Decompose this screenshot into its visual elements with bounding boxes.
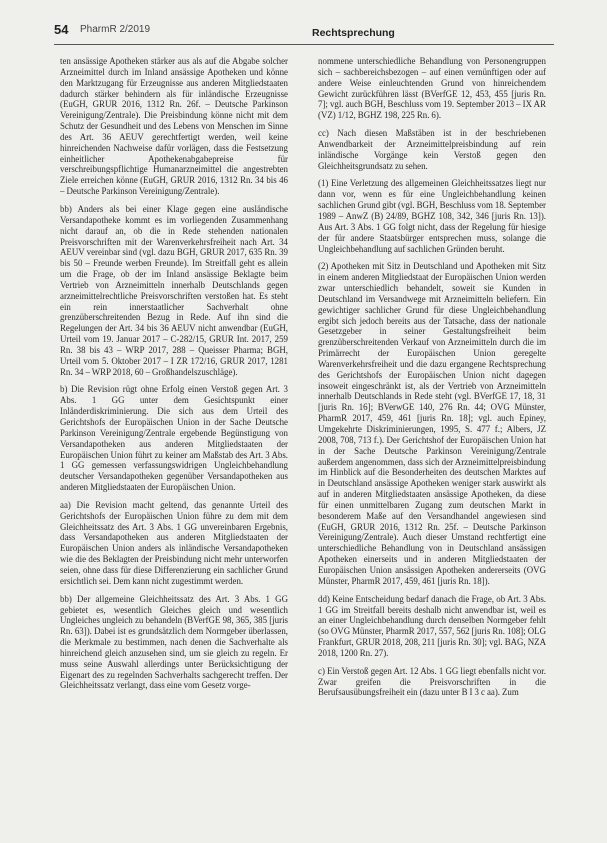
paragraph: nommene unterschiedliche Behandlung von Personengruppen sich – sachbereichsbezogen – auf einen vernünftigen oder auf andere Weise einleuchtenden Grund von hinreichendem Gewicht zurückführen lässt (BVerfGE 12, 453, 455 [juris Rn. 7]; vgl. auch BGH, Beschluss vom 19. September 2013 – IX AR (VZ) 1/12, BGHZ 198, 225 Rn. 6).	[318, 56, 546, 121]
paragraph: b) Die Revision rügt ohne Erfolg einen Verstoß gegen Art. 3 Abs. 1 GG unter dem Gesichtspunkt einer Inländerdiskriminierung. Die sich aus dem Urteil des Gerichtshofs der Europäischen Union in der Sache Deutsche Parkinson Vereinigung/Zentrale ergebende Begünstigung von Versandapotheken aus anderen Mitgliedstaaten der Europäischen Union führt zu keiner am Maßstab des Art. 3 Abs. 1 GG gemessen verfassungswidrigen Ungleichbehandlung deutscher Versandapotheken gegenüber Versandapotheken aus anderen Mitgliedstaaten der Europäischen Union.	[60, 384, 288, 493]
paragraph: (1) Eine Verletzung des allgemeinen Gleichheitssatzes liegt nur dann vor, wenn es für eine Ungleichbehandlung keinen sachlichen Grund gibt (vgl. BGH, Beschluss vom 18. September 1989 – AnwZ (B) 24/89, BGHZ 108, 342, 346 [juris Rn. 13]). Aus Art. 3 Abs. 1 GG folgt nicht, dass der Regelung für hiesige der für andere Staatsbürger entsprechen muss, solange die Ungleichbehandlung auf sachlichen Gründen beruht.	[318, 178, 546, 254]
right-column	[318, 56, 546, 836]
paragraph: (2) Apotheken mit Sitz in Deutschland und Apotheken mit Sitz in einem anderen Mitgliedstaat der Europäischen Union werden zwar unterschiedlich behandelt, soweit sie Kunden in Deutschland im Versandwege mit Arzneimitteln beliefern. Ein gewichtiger sachlicher Grund für diese Ungleichbehandlung ergibt sich jedoch bereits aus der Tatsache, dass der nationale Gesetzgeber in seiner Gestaltungsfreiheit beim grenzüberschreitenden Verkauf von Arzneimitteln durch die im Primärrecht der Europäischen Union geregelte Warenverkehrsfreiheit und die dazu ergangene Rechtsprechung des Gerichtshofs der Europäischen Union nicht dagegen insoweit eingeschränkt ist, als der Vertrieb von Arzneimitteln innerhalb Deutschlands in Rede steht (vgl. BVerfGE 17, 18, 31 [juris Rn. 16]; BVerwGE 140, 276 Rn. 44; OVG Münster, PharmR 2017, 459, 461 [juris Rn. 18]; vgl. auch Epiney, Umgekehrte Diskriminierungen, 1995, S. 477 f.; Albers, JZ 2008, 708, 713 f.). Der Gerichtshof der Europäischen Union hat in der Sache Deutsche Parkinson Vereinigung/Zentrale außerdem angenommen, dass sich der Arzneimittelpreisbindung im Hinblick auf die Besonderheiten des deutschen Marktes auf in Deutschland ansässige Apotheken weniger stark auswirkt als auf in anderen Mitgliedstaaten ansässige Apotheken, da diese für einen unmittelbaren Zugang zum deutschen Markt in besonderem Maße auf den Versandhandel angewiesen sind (EuGH, GRUR 2016, 1312 Rn. 25f. – Deutsche Parkinson Vereinigung/Zentrale). Auch dieser Umstand rechtfertigt eine unterschiedliche Behandlung von in Deutschland ansässigen Apotheken einerseits und in anderen Mitgliedstaaten der Europäischen Union ansässigen Apotheken andererseits (OVG Münster, PharmR 2017, 459, 461 [juris Rn. 18]).	[318, 261, 546, 586]
journal-issue: PharmR 2/2019	[80, 24, 151, 35]
paragraph: cc) Nach diesen Maßstäben ist in der beschriebenen Anwendbarkeit der Arzneimittelpreisbindung auf rein inländische Vorgänge kein Verstoß gegen den Gleichheitsgrundsatz zu sehen.	[318, 128, 546, 171]
paragraph: aa) Die Revision macht geltend, das genannte Urteil des Gerichtshofs der Europäischen Union führe zu dem mit dem Gleichheitssatz des Art. 3 Abs. 1 GG unvereinbaren Ergebnis, dass Versandapotheken aus anderen Mitgliedstaaten der Europäischen Union anders als inländische Versandapotheken wie die des Beklagten der Preisbindung nicht mehr unterworfen seien, ohne dass für diese Differenzierung ein sachlicher Grund ersichtlich sei. Dem kann nicht zugestimmt werden.	[60, 499, 288, 586]
page-number: 54	[54, 22, 69, 37]
paragraph: dd) Keine Entscheidung bedarf danach die Frage, ob Art. 3 Abs. 1 GG im Streitfall bereits deshalb nicht anwendbar ist, weil es an einer Ungleichbehandlung durch denselben Normgeber fehlt (so OVG Münster, PharmR 2017, 557, 562 [juris Rn. 108]; OLG Frankfurt, GRUR 2018, 208, 211 [juris Rn. 30]; vgl. BAG, NZA 2018, 1200 Rn. 27).	[318, 593, 546, 658]
paragraph: c) Ein Verstoß gegen Art. 12 Abs. 1 GG liegt ebenfalls nicht vor. Zwar greifen die Preisvorschriften in die Berufsausübungsfreiheit ein (dazu unter B I 3 c aa). Zum	[318, 665, 546, 698]
paragraph: bb) Anders als bei einer Klage gegen eine ausländische Versandapotheke kommt es im vorliegenden Zusammenhang nicht darauf an, ob die in Rede stehenden nationalen Preisvorschriften mit der Warenverkehrsfreiheit nach Art. 34 AEUV vereinbar sind (vgl. dazu BGH, GRUR 2017, 635 Rn. 39 bis 50 – Freunde werben Freunde). Im Streitfall geht es allein um die Frage, ob der im Inland ansässige Beklagte beim Vertrieb von Arzneimitteln innerhalb Deutschlands gegen arzneimittelrechtliche Preisvorschriften verstoßen hat. Es steht ein rein innerstaatlicher Sachverhalt ohne grenzüberschreitenden Bezug in Rede. Auf ihn sind die Regelungen der Art. 34 bis 36 AEUV nicht anwendbar (EuGH, Urteil vom 19. Januar 2017 – C-282/15, GRUR Int. 2017, 259 Rn. 38 bis 43 – WRP 2017, 288 – Queisser Pharma; BGH, Urteil vom 5. Oktober 2017 – I ZR 172/16, GRUR 2017, 1281 Rn. 34 – WRP 2018, 60 – Großhandelszuschläge).	[60, 203, 288, 377]
paragraph: ten ansässige Apotheken stärker aus als auf die Abgabe solcher Arzneimittel durch im Inland ansässige Apotheken und könne den Marktzugang für Erzeugnisse aus anderen Mitgliedstaaten dadurch stärker behindern als für inländische Erzeugnisse (EuGH, GRUR 2016, 1312 Rn. 26f. – Deutsche Parkinson Vereinigung/Zentrale). Die Preisbindung könne nicht mit dem Schutz der Gesundheit und des Lebens von Menschen im Sinne des Art. 36 AEUV gerechtfertigt werden, weil keine hinreichenden Nachweise dafür vorlägen, dass die Festsetzung einheitlicher Apothekenabgabepreise für verschreibungspflichtige Humanarzneimittel die angestrebten Ziele erreichen könne (EuGH, GRUR 2016, 1312 Rn. 34 bis 46 – Deutsche Parkinson Vereinigung/Zentrale).	[60, 56, 288, 197]
section-title: Rechtsprechung	[312, 27, 395, 39]
paragraph: bb) Der allgemeine Gleichheitssatz des Art. 3 Abs. 1 GG gebietet es, wesentlich Gleiches gleich und wesentlich Ungleiches ungleich zu behandeln (BVerfGE 98, 365, 385 [juris Rn. 63]). Dabei ist es grundsätzlich dem Normgeber überlassen, die Merkmale zu bestimmen, nach denen die Sachverhalte als hinreichend gleich anzusehen sind, um sie gleich zu regeln. Er muss seine Auswahl allerdings unter Berücksichtigung der Eigenart des zu regelnden Sachverhalts sachgerecht treffen. Der Gleichheitssatz verlangt, dass eine vom Gesetz vorge-	[60, 593, 288, 691]
page-header	[54, 20, 554, 45]
left-column	[60, 56, 288, 836]
